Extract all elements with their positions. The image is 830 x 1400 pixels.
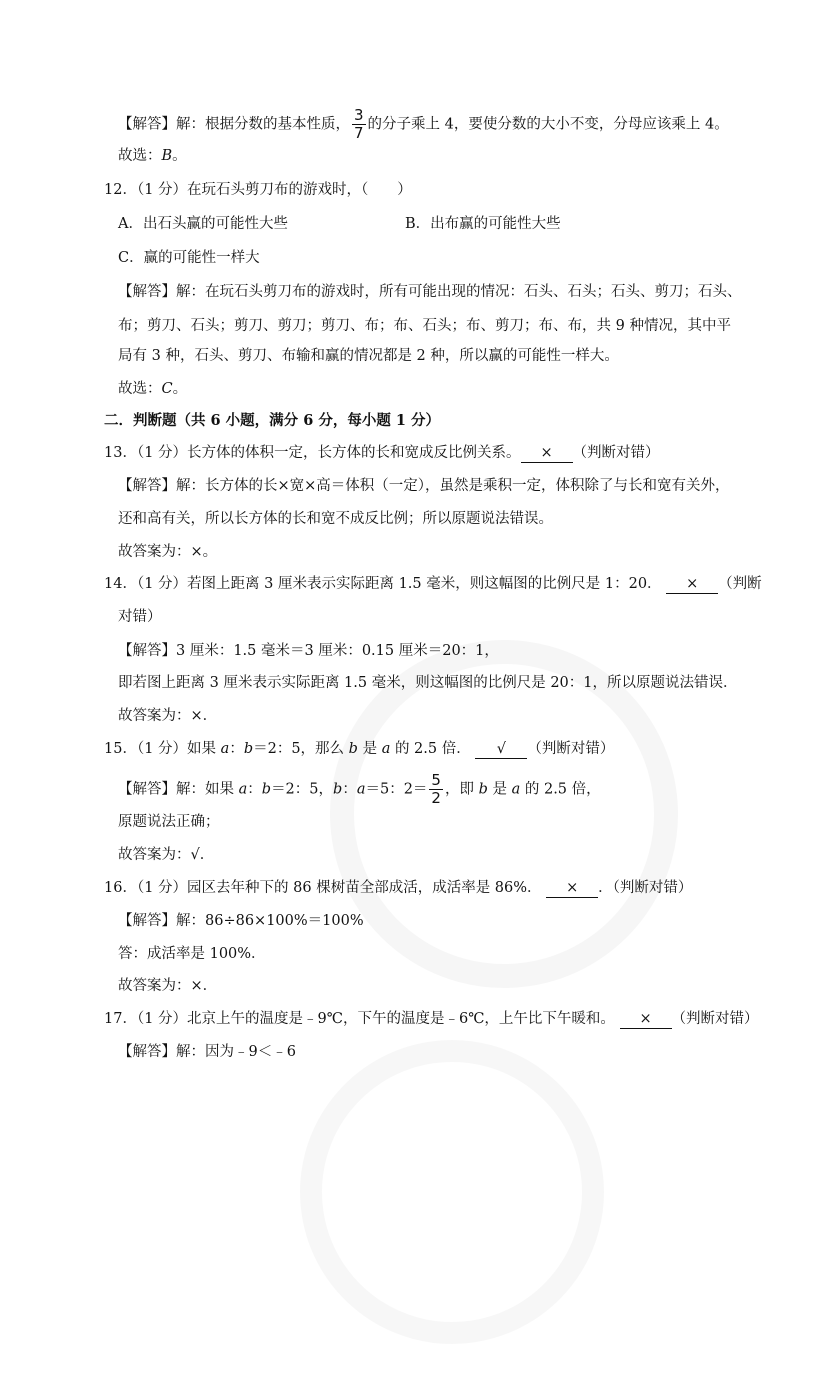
q16-answer-line-1: 【解答】解：86÷86×100%＝100% bbox=[118, 913, 364, 929]
q15-answer-line-2: 原题说法正确； bbox=[118, 814, 220, 830]
q12-option-a: A．出石头赢的可能性大些 bbox=[118, 216, 288, 232]
answer-tag: 【解答】 bbox=[118, 913, 176, 929]
answer-tag: 【解答】 bbox=[118, 478, 176, 494]
q13-final: 故答案为：×。 bbox=[118, 544, 218, 560]
answer-blank: √ bbox=[475, 740, 527, 759]
q12-answer-line-2: 布；剪刀、石头；剪刀、剪刀；剪刀、布；布、石头；布、剪刀；布、布，共 9 种情况，其中平 bbox=[118, 318, 731, 334]
q17-stem: 17．（1 分）北京上午的温度是﹣9℃，下午的温度是﹣6℃，上午比下午暖和。 × （判断对错） bbox=[104, 1011, 759, 1027]
q12-option-c: C．赢的可能性一样大 bbox=[118, 250, 260, 266]
q13-answer-line-1: 【解答】解：长方体的长×宽×高＝体积（一定），虽然是乘积一定，体积除了与长和宽有关外， bbox=[118, 478, 730, 494]
q12-choice: 故选：C。 bbox=[118, 381, 188, 397]
answer-tag: 【解答】 bbox=[118, 284, 176, 300]
q13-answer-line-2: 还和高有关，所以长方体的长和宽不成反比例；所以原题说法错误。 bbox=[118, 511, 553, 527]
answer-tag: 【解答】 bbox=[118, 1044, 176, 1060]
q14-answer-line-2: 即若图上距离 3 厘米表示实际距离 1.5 毫米，则这幅图的比例尺是 20：1，所以原题说法错误． bbox=[118, 675, 738, 691]
q12-answer-line-1: 【解答】解：在玩石头剪刀布的游戏时，所有可能出现的情况：石头、石头；石头、剪刀；石头、 bbox=[118, 284, 742, 300]
q17-answer-line-1: 【解答】解：因为﹣9＜﹣6 bbox=[118, 1044, 296, 1060]
q14-final: 故答案为：×． bbox=[118, 708, 218, 724]
q15-answer-line-1: 【解答】解：如果 a：b＝2：5，b：a＝5：2＝ $\frac{5}{2}$ ，即 b 是 a 的 2.5 倍， bbox=[118, 771, 601, 807]
q12-option-b: B．出布赢的可能性大些 bbox=[405, 216, 561, 232]
answer-blank: × bbox=[546, 879, 598, 898]
q14-stem: 14．（1 分）若图上距离 3 厘米表示实际距离 1.5 毫米，则这幅图的比例尺是 1：20． × （判断 bbox=[104, 576, 762, 592]
q16-final: 故答案为：×． bbox=[118, 978, 218, 994]
section-heading: 二．判断题（共 6 小题，满分 6 分，每小题 1 分） bbox=[104, 412, 441, 429]
q11-choice: 故选：B。 bbox=[118, 148, 187, 164]
answer-tag: 【解答】 bbox=[118, 781, 176, 798]
answer-tag: 【解答】 bbox=[118, 643, 176, 659]
q15-stem: 15．（1 分）如果 a：b＝2：5，那么 b 是 a 的 2.5 倍． √ （判断对错） bbox=[104, 741, 615, 757]
q12-stem: 12．（1 分）在玩石头剪刀布的游戏时，（ ） bbox=[104, 182, 412, 198]
watermark-seal bbox=[244, 984, 659, 1399]
q16-answer-line-2: 答：成活率是 100%． bbox=[118, 946, 266, 962]
fraction-5-2: $\frac{5}{2}$ bbox=[431, 771, 441, 807]
q13-stem: 13．（1 分）长方体的体积一定，长方体的长和宽成反比例关系。 × （判断对错） bbox=[104, 445, 660, 461]
answer-tag: 【解答】 bbox=[118, 116, 176, 133]
answer-blank: × bbox=[666, 575, 718, 594]
fraction-3-7: $\frac{3}{7}$ bbox=[354, 106, 364, 142]
q14-answer-line-1: 【解答】3 厘米：1.5 毫米＝3 厘米：0.15 厘米＝20：1， bbox=[118, 643, 499, 659]
answer-blank: × bbox=[620, 1010, 672, 1029]
q12-answer-line-3: 局有 3 种，石头、剪刀、布输和赢的情况都是 2 种，所以赢的可能性一样大。 bbox=[118, 348, 619, 364]
q11-answer-line: 【解答】解：根据分数的基本性质， $\frac{3}{7}$ 的分子乘上 4，要使分数的大小不变，分母应该乘上 4。 bbox=[118, 106, 729, 142]
q15-final: 故答案为：√． bbox=[118, 847, 215, 863]
answer-blank: × bbox=[521, 444, 573, 463]
q14-stem-cont: 对错） bbox=[118, 609, 162, 625]
q16-stem: 16．（1 分）园区去年种下的 86 棵树苗全部成活，成活率是 86%． × ．（判断对错） bbox=[104, 880, 693, 896]
